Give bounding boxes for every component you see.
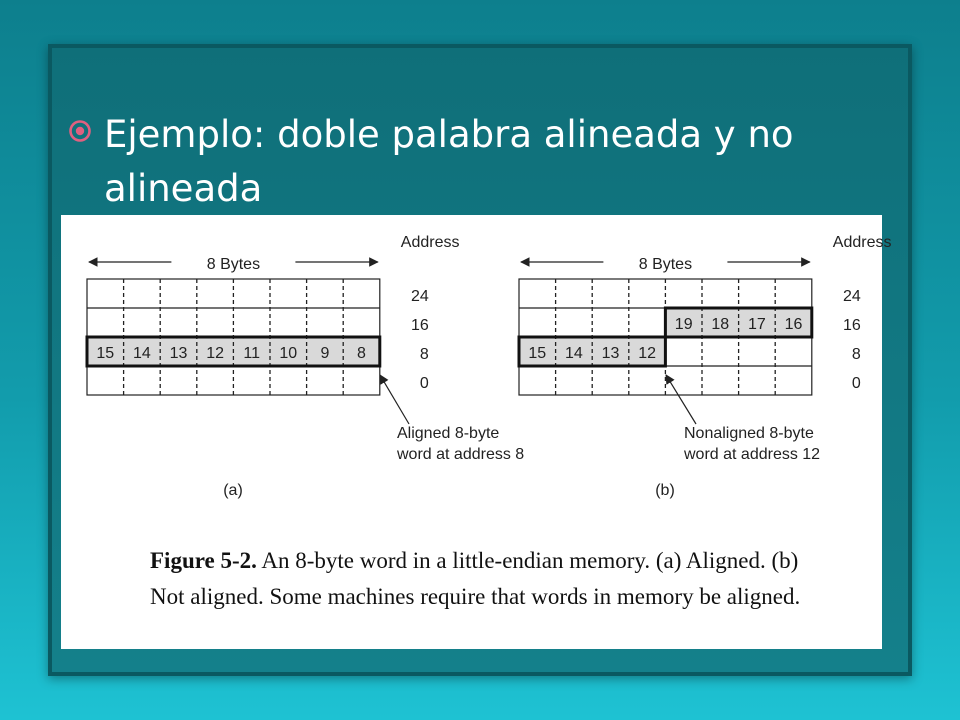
caption-text: An 8-byte word in a little-endian memory. (a) Aligned. (b) Not aligned. Some machines require that words in memory be aligned.	[150, 548, 801, 609]
panel_b-annotation-arrow	[666, 375, 696, 424]
panel_b-sub-label: (b)	[655, 482, 675, 499]
panel_a-byte-label: 14	[133, 345, 151, 362]
panel_a-annotation-line: Aligned 8-byte	[397, 425, 500, 442]
caption-label: Figure 5-2.	[150, 548, 257, 573]
panel_a-byte-label: 11	[243, 345, 261, 362]
panel_b-address-label: 0	[851, 375, 861, 392]
panel_b-address-header: Address	[832, 234, 892, 251]
panel_b-annotation-line: word at address 12	[684, 446, 821, 463]
panel_b-byte-label: 13	[601, 345, 620, 362]
panel_b-address-label: 16	[843, 317, 861, 334]
panel_b-annotation-line: Nonaligned 8-byte	[684, 425, 814, 442]
panel_b-byte-label: 19	[674, 316, 693, 333]
panel_a-sub-label: (a)	[223, 482, 243, 499]
panel_a-byte-label: 9	[320, 345, 330, 362]
panel_b-byte-label: 18	[711, 316, 730, 333]
panel_a-width-label: 8 Bytes	[206, 256, 261, 273]
panel_a-byte-label: 12	[206, 345, 224, 362]
panel_a-byte-label: 13	[169, 345, 188, 362]
panel_a-byte-label: 15	[96, 345, 115, 362]
panel_a-address-label: 0	[419, 375, 429, 392]
panel_a-annotation-arrow	[380, 375, 409, 424]
figure-image	[61, 215, 892, 649]
panel_b-byte-label: 12	[638, 345, 656, 362]
panel_a-address-header: Address	[400, 234, 460, 251]
panel_a-address-label: 8	[419, 346, 429, 363]
figure-caption	[150, 543, 810, 615]
panel_a-byte-label: 8	[357, 345, 366, 362]
panel_a-byte-label: 10	[279, 345, 298, 362]
panel_b-byte-label: 15	[528, 345, 547, 362]
slide-title: Ejemplo: doble palabra alineada y no alineada	[104, 113, 794, 210]
panel_b-address-label: 24	[843, 288, 861, 305]
panel_a-annotation-line: word at address 8	[397, 446, 525, 463]
panel_b-byte-label: 16	[784, 316, 803, 333]
panel_b-width-label: 8 Bytes	[638, 256, 693, 273]
panel_a-address-label: 24	[411, 288, 429, 305]
panel_a-address-label: 16	[411, 317, 429, 334]
panel_b-byte-label: 14	[565, 345, 583, 362]
panel_b-byte-label: 17	[748, 316, 766, 333]
circled-dot-icon	[68, 119, 92, 143]
panel_b-address-label: 8	[851, 346, 861, 363]
